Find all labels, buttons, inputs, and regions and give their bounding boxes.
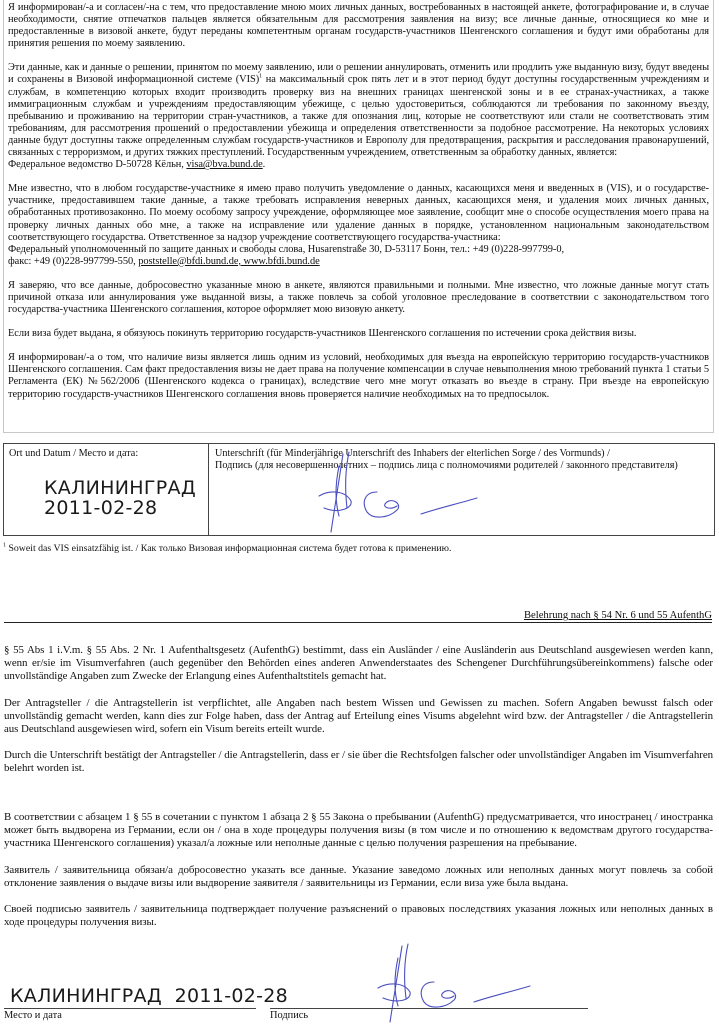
signature-line[interactable] bbox=[270, 1008, 588, 1009]
signature-cell[interactable] bbox=[209, 444, 714, 535]
place-date-cell[interactable] bbox=[4, 444, 209, 535]
belehrung-heading: Belehrung nach § 54 Nr. 6 und 55 AufenthG bbox=[4, 609, 712, 623]
belehrung-de-paragraph-3: Durch die Unterschrift bestätigt der Antragsteller / die Antragstellerin, dass er / sie über die Rechtsfolgen falscher oder unvollständiger Angaben im Visumverfahren belehrt worden ist. bbox=[4, 749, 713, 775]
consent-paragraph-3: Мне известно, что в любом государстве-участнике я имею право получить уведомление о данных, касающихся меня и введенных в (VIS), и о государстве-участнике, предоставившем такие данные, а также требовать исправления неверных данных, касающихся меня, и удаления моих личных данных, обработанных противозаконно. По моему особому запросу учреждение, оформляющее мое заявление, сообщит мне о способе осуществления моего права на проверку личных данных обо мне, а также на исправление или удаление данных в порядке, установленном национальным законодательством соответствующего государства. Ответственное за надзор учреждение соответствующего государства-участника: Федеральный уполномоченный по защите данных и свободы слова, Husarenstraße 30, D-53117 Бонн, тел.: +49 (0)228-997799-0, факс: +49 (0)228-997799-550, poststelle@bfdi.bund.de, www.bfdi.bund.de bbox=[8, 183, 709, 267]
place-date-value bbox=[44, 478, 196, 518]
place-date-caption: Место и дата bbox=[4, 1010, 62, 1021]
signature-label-ru: Подпись (для несовершеннолетних – подпись лица с полномочиями родителей / законного представителя) bbox=[215, 460, 678, 471]
handwritten-signature-icon bbox=[309, 446, 539, 536]
place-date-label: Ort und Datum / Место и дата: bbox=[9, 448, 139, 459]
consent-paragraph-1: Я информирован/-а и согласен/-на с тем, что предоставление мною моих личных данных, востребованных в настоящей анкете, фотографирование и, в случае необходимости, снятие отпечатков пальцев является обязательным для рассмотрения заявления на визу; все личные данные, относящиеся ко мне и предоставленные в визовой анкете, будут переданы компетентным органам государств-участников Шенгенского соглашения и будут ими обработаны для принятия решения по моему заявлению. bbox=[8, 2, 709, 50]
date-value: 2011-02-28 bbox=[44, 497, 158, 519]
belehrung-de-paragraph-2: Der Antragsteller / die Antragstellerin ist verpflichtet, alle Angaben nach bestem Wissen und Gewissen zu machen. Sofern Angaben bewusst falsch oder unvollständig gemacht werden, kann dies zur Folge haben, dass der Antrag auf Erteilung eines Visums abgelehnt wird bzw. der Antragsteller / die Antragstellerin aus Deutschland ausgewiesen wird, sofern ein Visum bereits erteilt wurde. bbox=[4, 696, 713, 736]
bottom-place-date-value: КАЛИНИНГРАД 2011-02-28 bbox=[10, 985, 289, 1007]
place-date-line[interactable] bbox=[4, 1008, 256, 1009]
belehrung-ru-paragraph-2: Заявитель / заявительница обязан/а добросовестно указать все данные. Указание заведомо ложных или неполных данных могут повлечь за собой отклонение заявления о выдаче визы или выдворение заявителя / заявительницы из Германии, если виза уже была выдана. bbox=[4, 863, 713, 889]
email-link-bva[interactable]: visa@bva.bund.de bbox=[186, 159, 263, 171]
consent-paragraph-4: Я заверяю, что все данные, добросовестно указанные мною в анкете, являются правильными и полными. Мне известно, что ложные данные могут стать причиной отказа или аннулирования уже выданной визы, а также повлечь за собой уголовное преследование в соответствии с законодательством того государства-участника Шенгенского соглашения, которое оформляет мою визовую анкету. bbox=[8, 279, 709, 316]
belehrung-de-paragraph-1: § 55 Abs 1 i.V.m. § 55 Abs. 2 Nr. 1 Aufenthaltsgesetz (AufenthG) bestimmt, dass ein Ausländer / eine Ausländerin aus Deutschland ausgewiesen werden kann, wenn er/sie im Visumverfahren (auch gegenüber den Behörden eines anderen Anwenderstaates des Schengener Durchführungsübereinkommens) falsche oder unvollständige Angaben zum Zwecke der Erlangung eines Aufenthaltstitels gemacht hat. bbox=[4, 644, 713, 683]
signature-caption: Подпись bbox=[270, 1010, 309, 1021]
signature-table bbox=[3, 443, 715, 536]
footnote: $^1$ Soweit das VIS einsatzfähig ist. / Как только Визовая информационная система будет готова к применению. bbox=[3, 542, 452, 554]
belehrung-german bbox=[4, 644, 713, 776]
belehrung-ru-paragraph-1: В соответствии с абзацем 1 § 55 в сочетании с пунктом 1 абзаца 2 § 55 Закона о пребывании (AufenthG) предусматривается, что иностранец / иностранка может быть выдворена из Германии, если он / она в ходе процедуры получения визы (в том числе и по отношению к ведомствам другого государства-участника Шенгенского соглашения) указал/а ложные или неполные данные с целью получения разрешения на пребывание. bbox=[4, 811, 713, 850]
bottom-handwritten-signature-icon bbox=[370, 942, 570, 1026]
belehrung-ru-paragraph-3: Своей подписью заявитель / заявительница подтверждает получение разъяснений о правовых последствиях указания ложных или неполных данных в ходе процедуры получения визы. bbox=[4, 903, 713, 929]
consent-section bbox=[3, 0, 714, 433]
consent-paragraph-6: Я информирован/-а о том, что наличие визы является лишь одним из условий, необходимых для въезда на европейскую территорию государств-участников Шенгенского соглашения. Сам факт предоставления визы не дает права на получение компенсации в случае невыполнения мною требований пункта 1 статьи 5 Регламента (ЕК) №562/2006 (Шенгенского кодекса о границах), вследствие чего мне могут отказать во въезде в страну. При въезде на европейскую территорию государств-участников Шенгенского соглашения вновь проверяется наличие необходимых на то предпосылок. bbox=[8, 352, 709, 400]
place-value: КАЛИНИНГРАД bbox=[44, 477, 196, 499]
consent-paragraph-5: Если виза будет выдана, я обязуюсь покинуть территорию государств-участников Шенгенского соглашения по истечении срока действия визы. bbox=[8, 328, 637, 340]
signature-label-de: Unterschrift (für Minderjährige Unterschrift des Inhabers der elterlichen Sorge / des Vormunds) / bbox=[215, 448, 610, 459]
belehrung-russian bbox=[4, 811, 713, 929]
contact-links-bfdi[interactable]: poststelle@bfdi.bund.de, www.bfdi.bund.de bbox=[138, 255, 320, 267]
footnote-marker: 1 bbox=[259, 74, 263, 80]
consent-paragraph-2: Эти данные, как и данные о решении, принятом по моему заявлению, или о решении аннулировать, отменить или продлить уже выданную визу, будут введены и сохранены в Визовой информационной системе (VIS)$^1$ на максимальный срок пять лет и в этот период будут доступны государственным учреждениям и службам, в компетенцию которых входит производить проверку виз на внешних границах шенгенской зоны и в ее странах-участниках, а также иммиграционным службам и учреждениям предоставляющим убежище, с целью удостовериться, соблюдаются ли требования по законному въезду, пребыванию и проживанию на территории стран-участников, а также для опознания лиц, которые не соответствуют или стали не соответствовать этим требованиям, для рассмотрения прошений о предоставлении убежища и определения ответственности за подобное рассмотрение. На некоторых условиях данные будут доступны также определенным службам государств-участников и Европолу для предотвращения, раскрытия и расследования правонарушений, связанных с терроризмом, и других тяжких преступлений. Государственным учреждением, ответственным за обработку данных, является: Федеральное ведомство D-50728 Кёльн, visa@bva.bund.de. bbox=[8, 62, 709, 171]
